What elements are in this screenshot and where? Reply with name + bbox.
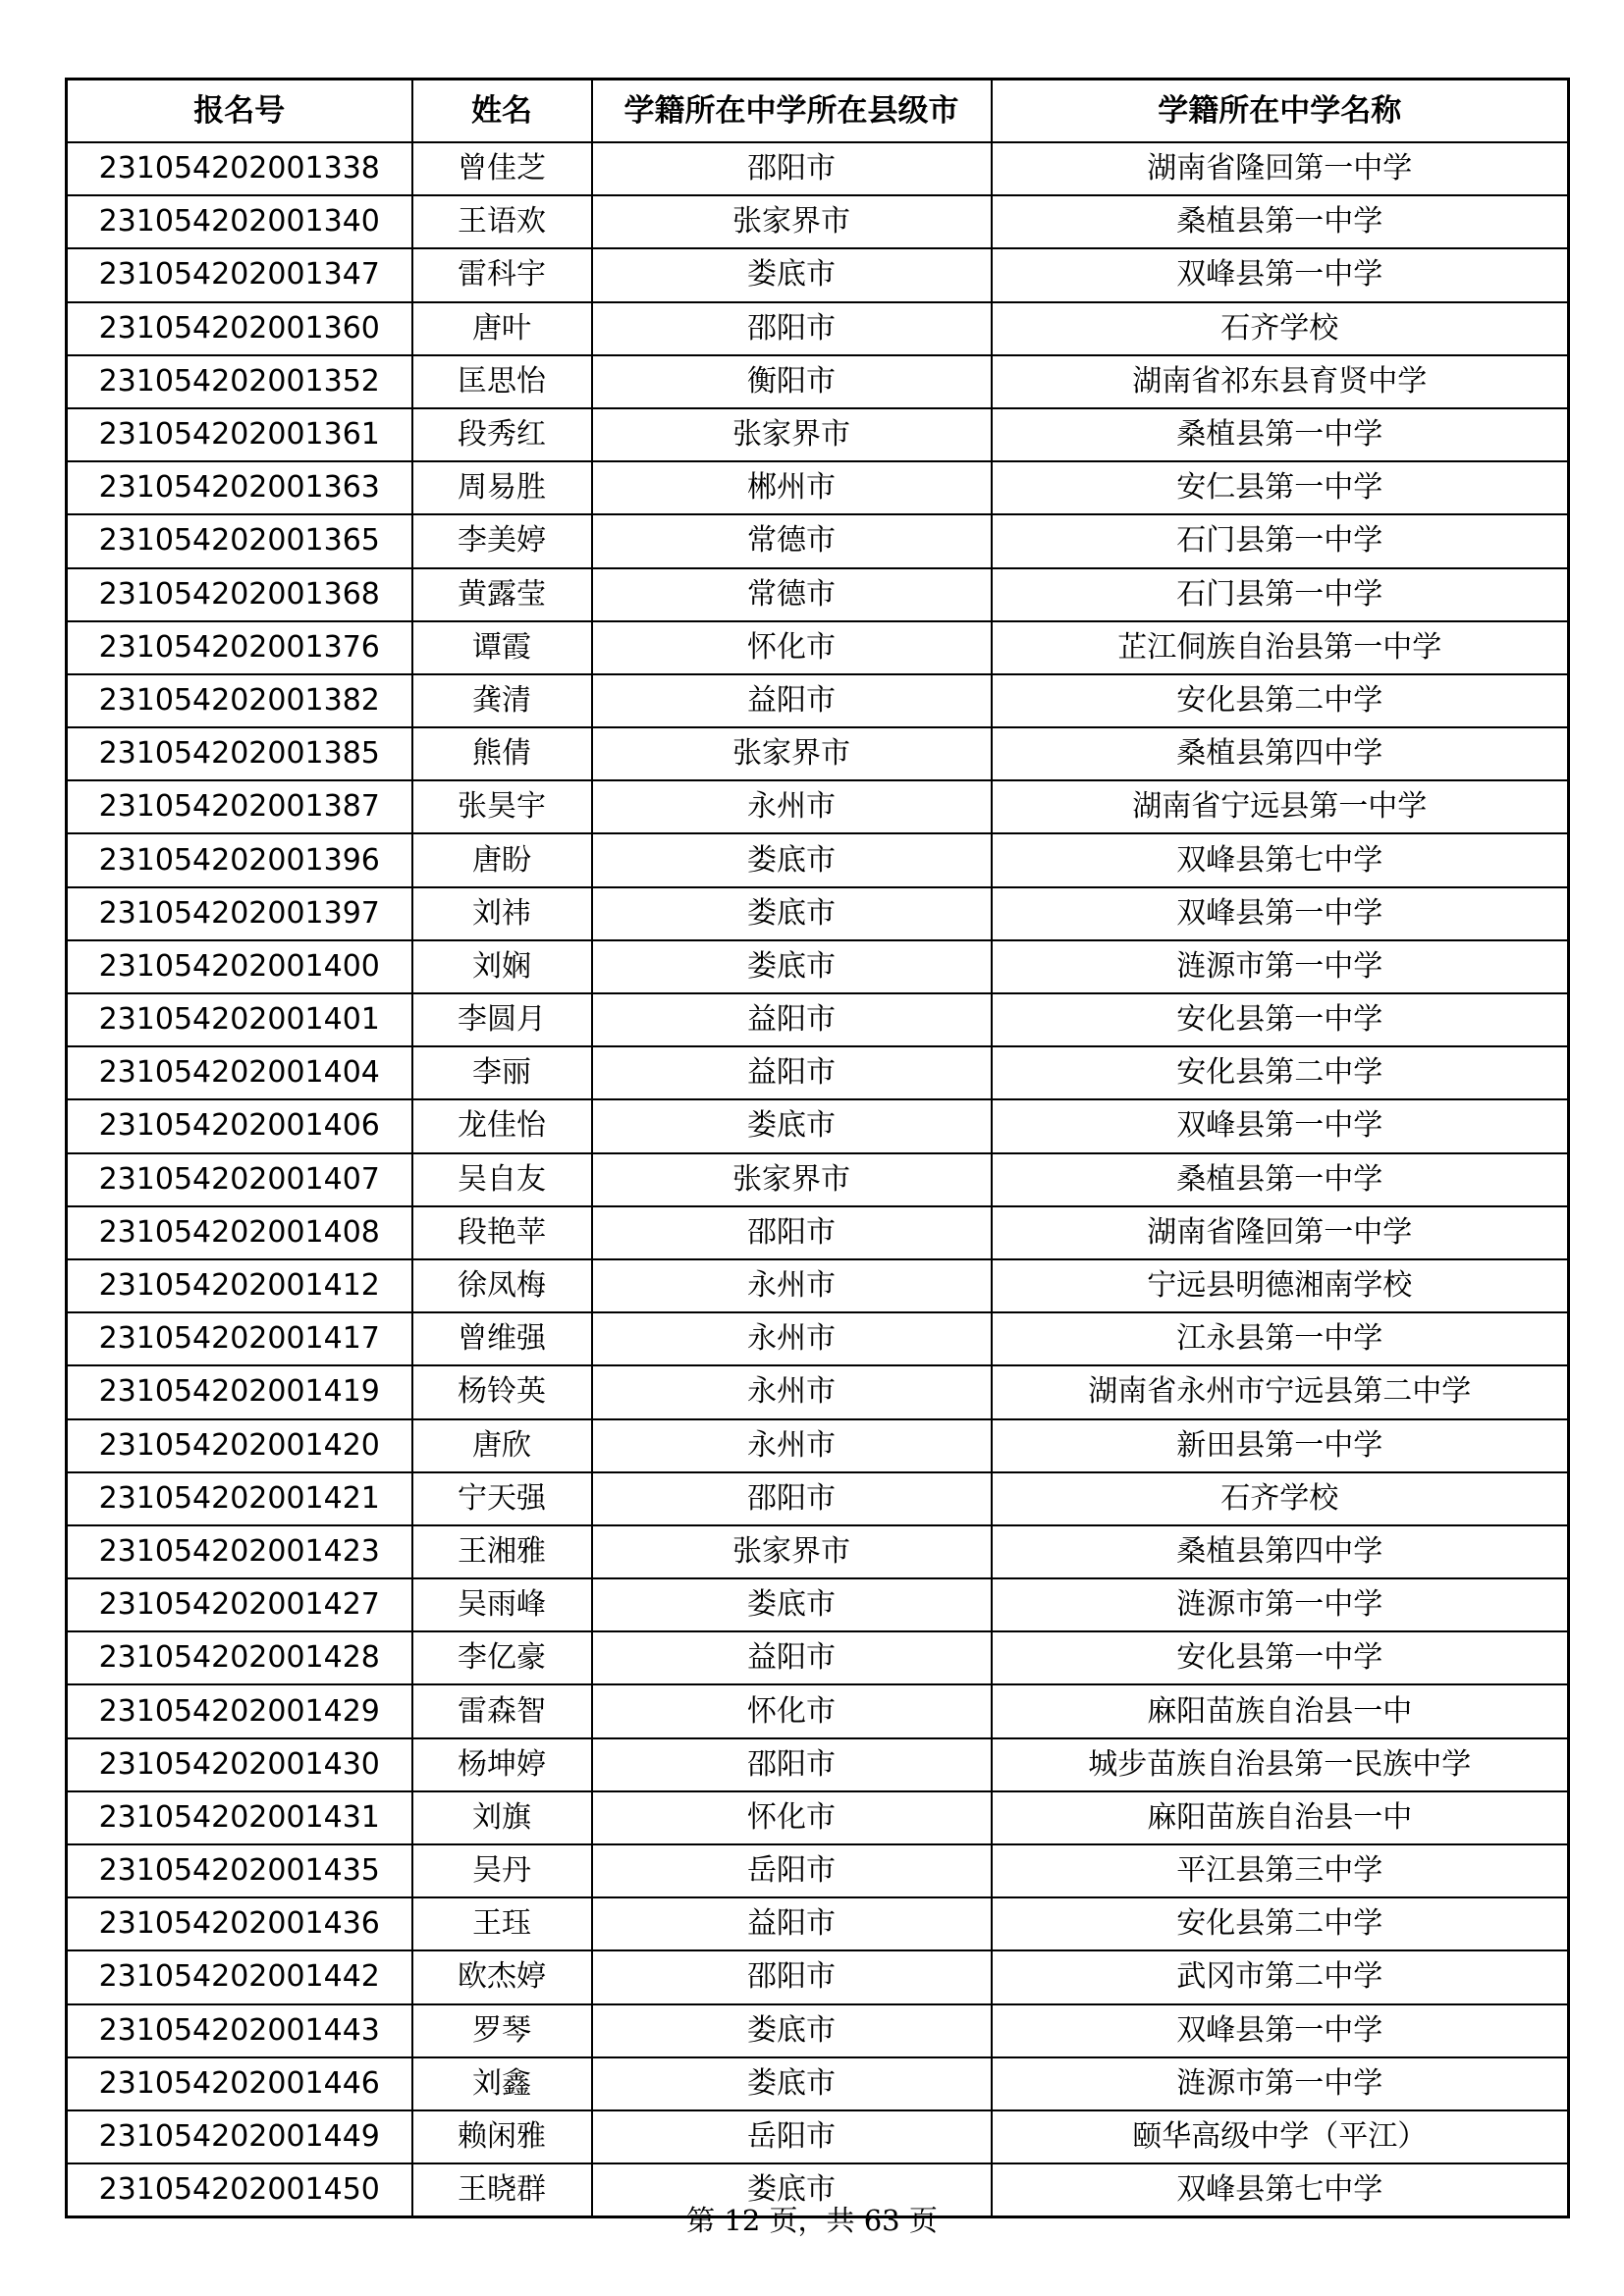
county-city-cell: 永州市 — [592, 1419, 992, 1472]
results-table — [65, 78, 1570, 2218]
name-cell: 杨铃英 — [412, 1365, 592, 1418]
school-name-cell: 双峰县第一中学 — [992, 887, 1569, 940]
school-name-cell: 安化县第二中学 — [992, 1046, 1569, 1099]
school-name-cell: 双峰县第七中学 — [992, 2163, 1569, 2217]
table-row — [67, 887, 1569, 940]
county-city-cell: 邵阳市 — [592, 302, 992, 355]
table-row — [67, 408, 1569, 461]
county-city-cell: 永州市 — [592, 780, 992, 833]
registration-number-cell: 231054202001400 — [67, 940, 412, 993]
registration-number-cell: 231054202001385 — [67, 727, 412, 780]
school-name-cell: 石齐学校 — [992, 302, 1569, 355]
name-cell: 罗琴 — [412, 2004, 592, 2057]
name-cell: 龚清 — [412, 674, 592, 727]
school-name-cell: 湖南省宁远县第一中学 — [992, 780, 1569, 833]
county-city-cell: 娄底市 — [592, 887, 992, 940]
registration-number-cell: 231054202001412 — [67, 1259, 412, 1312]
county-city-cell: 益阳市 — [592, 1897, 992, 1950]
name-cell: 雷森智 — [412, 1684, 592, 1737]
registration-number-cell: 231054202001352 — [67, 355, 412, 408]
county-city-cell: 邵阳市 — [592, 142, 992, 195]
table-row — [67, 2004, 1569, 2057]
county-city-cell: 永州市 — [592, 1365, 992, 1418]
name-cell: 谭霞 — [412, 621, 592, 674]
table-row — [67, 461, 1569, 514]
table-row — [67, 727, 1569, 780]
name-cell: 吴丹 — [412, 1844, 592, 1897]
county-city-cell: 邵阳市 — [592, 1950, 992, 2003]
registration-number-cell: 231054202001361 — [67, 408, 412, 461]
school-name-cell: 武冈市第二中学 — [992, 1950, 1569, 2003]
name-cell: 李亿豪 — [412, 1631, 592, 1684]
school-name-cell: 石齐学校 — [992, 1472, 1569, 1525]
registration-number-cell: 231054202001443 — [67, 2004, 412, 2057]
name-cell: 熊倩 — [412, 727, 592, 780]
table-row — [67, 1578, 1569, 1631]
school-name-cell: 江永县第一中学 — [992, 1312, 1569, 1365]
table-header-row — [67, 80, 1569, 143]
registration-number-cell: 231054202001436 — [67, 1897, 412, 1950]
registration-number-cell: 231054202001396 — [67, 833, 412, 886]
county-city-cell: 娄底市 — [592, 248, 992, 301]
table-row — [67, 248, 1569, 301]
table-row — [67, 833, 1569, 886]
registration-number-cell: 231054202001397 — [67, 887, 412, 940]
table-row — [67, 674, 1569, 727]
registration-number-cell: 231054202001365 — [67, 514, 412, 567]
name-cell: 徐凤梅 — [412, 1259, 592, 1312]
county-city-cell: 张家界市 — [592, 408, 992, 461]
school-name-cell: 麻阳苗族自治县一中 — [992, 1684, 1569, 1737]
school-name-cell: 石门县第一中学 — [992, 568, 1569, 621]
table-row — [67, 1631, 1569, 1684]
table-row — [67, 1419, 1569, 1472]
table-row — [67, 1206, 1569, 1259]
registration-number-cell: 231054202001360 — [67, 302, 412, 355]
county-city-cell: 张家界市 — [592, 1153, 992, 1206]
table-row — [67, 1684, 1569, 1737]
registration-number-cell: 231054202001338 — [67, 142, 412, 195]
name-cell: 段艳苹 — [412, 1206, 592, 1259]
registration-number-cell: 231054202001382 — [67, 674, 412, 727]
county-city-cell: 益阳市 — [592, 993, 992, 1046]
school-name-cell: 双峰县第一中学 — [992, 1099, 1569, 1152]
county-city-cell: 岳阳市 — [592, 2110, 992, 2163]
name-cell: 匡思怡 — [412, 355, 592, 408]
table-row — [67, 993, 1569, 1046]
table-row — [67, 355, 1569, 408]
name-cell: 欧杰婷 — [412, 1950, 592, 2003]
registration-number-cell: 231054202001368 — [67, 568, 412, 621]
table-row — [67, 1365, 1569, 1418]
county-city-cell: 永州市 — [592, 1312, 992, 1365]
table-row — [67, 1950, 1569, 2003]
school-name-cell: 湖南省永州市宁远县第二中学 — [992, 1365, 1569, 1418]
name-cell: 唐盼 — [412, 833, 592, 886]
school-name-cell: 安化县第一中学 — [992, 993, 1569, 1046]
registration-number-cell: 231054202001428 — [67, 1631, 412, 1684]
registration-number-cell: 231054202001429 — [67, 1684, 412, 1737]
school-name-cell: 湖南省隆回第一中学 — [992, 142, 1569, 195]
table-body — [67, 142, 1569, 2217]
table-row — [67, 195, 1569, 248]
county-city-cell: 郴州市 — [592, 461, 992, 514]
name-cell: 段秀红 — [412, 408, 592, 461]
county-city-cell: 岳阳市 — [592, 1844, 992, 1897]
registration-number-cell: 231054202001417 — [67, 1312, 412, 1365]
registration-number-cell: 231054202001435 — [67, 1844, 412, 1897]
table-row — [67, 568, 1569, 621]
name-cell: 杨坤婷 — [412, 1738, 592, 1791]
county-city-cell: 永州市 — [592, 1259, 992, 1312]
table-row — [67, 1099, 1569, 1152]
table-row — [67, 1738, 1569, 1791]
county-city-cell: 怀化市 — [592, 1791, 992, 1844]
school-name-cell: 涟源市第一中学 — [992, 940, 1569, 993]
school-name-cell: 双峰县第一中学 — [992, 248, 1569, 301]
registration-number-cell: 231054202001450 — [67, 2163, 412, 2217]
table-row — [67, 302, 1569, 355]
table-row — [67, 2057, 1569, 2110]
name-cell: 王语欢 — [412, 195, 592, 248]
school-name-cell: 桑植县第一中学 — [992, 1153, 1569, 1206]
name-cell: 曾佳芝 — [412, 142, 592, 195]
registration-number-cell: 231054202001387 — [67, 780, 412, 833]
school-name-cell: 宁远县明德湘南学校 — [992, 1259, 1569, 1312]
registration-number-cell: 231054202001449 — [67, 2110, 412, 2163]
county-city-cell: 邵阳市 — [592, 1472, 992, 1525]
registration-number-cell: 231054202001420 — [67, 1419, 412, 1472]
county-city-cell: 邵阳市 — [592, 1738, 992, 1791]
header-registration-number: 报名号 — [67, 80, 412, 143]
county-city-cell: 娄底市 — [592, 833, 992, 886]
name-cell: 李丽 — [412, 1046, 592, 1099]
county-city-cell: 怀化市 — [592, 1684, 992, 1737]
table-row — [67, 940, 1569, 993]
table-row — [67, 2110, 1569, 2163]
registration-number-cell: 231054202001427 — [67, 1578, 412, 1631]
name-cell: 张昊宇 — [412, 780, 592, 833]
county-city-cell: 益阳市 — [592, 1631, 992, 1684]
school-name-cell: 安化县第二中学 — [992, 674, 1569, 727]
school-name-cell: 新田县第一中学 — [992, 1419, 1569, 1472]
table-row — [67, 780, 1569, 833]
name-cell: 宁天强 — [412, 1472, 592, 1525]
school-name-cell: 桑植县第一中学 — [992, 408, 1569, 461]
registration-number-cell: 231054202001406 — [67, 1099, 412, 1152]
name-cell: 赖闲雅 — [412, 2110, 592, 2163]
school-name-cell: 麻阳苗族自治县一中 — [992, 1791, 1569, 1844]
name-cell: 刘旗 — [412, 1791, 592, 1844]
name-cell: 李圆月 — [412, 993, 592, 1046]
school-name-cell: 安化县第一中学 — [992, 1631, 1569, 1684]
registration-number-cell: 231054202001404 — [67, 1046, 412, 1099]
name-cell: 吴自友 — [412, 1153, 592, 1206]
name-cell: 雷科宇 — [412, 248, 592, 301]
registration-number-cell: 231054202001423 — [67, 1525, 412, 1578]
school-name-cell: 桑植县第四中学 — [992, 1525, 1569, 1578]
county-city-cell: 张家界市 — [592, 1525, 992, 1578]
registration-number-cell: 231054202001421 — [67, 1472, 412, 1525]
table-row — [67, 142, 1569, 195]
table-row — [67, 1153, 1569, 1206]
registration-number-cell: 231054202001376 — [67, 621, 412, 674]
name-cell: 龙佳怡 — [412, 1099, 592, 1152]
county-city-cell: 张家界市 — [592, 727, 992, 780]
name-cell: 王晓群 — [412, 2163, 592, 2217]
name-cell: 刘娴 — [412, 940, 592, 993]
name-cell: 曾维强 — [412, 1312, 592, 1365]
school-name-cell: 平江县第三中学 — [992, 1844, 1569, 1897]
school-name-cell: 双峰县第一中学 — [992, 2004, 1569, 2057]
school-name-cell: 涟源市第一中学 — [992, 2057, 1569, 2110]
registration-number-cell: 231054202001401 — [67, 993, 412, 1046]
name-cell: 黄露莹 — [412, 568, 592, 621]
name-cell: 李美婷 — [412, 514, 592, 567]
name-cell: 吴雨峰 — [412, 1578, 592, 1631]
school-name-cell: 双峰县第七中学 — [992, 833, 1569, 886]
county-city-cell: 娄底市 — [592, 1099, 992, 1152]
county-city-cell: 衡阳市 — [592, 355, 992, 408]
table-row — [67, 1472, 1569, 1525]
header-county-city: 学籍所在中学所在县级市 — [592, 80, 992, 143]
school-name-cell: 芷江侗族自治县第一中学 — [992, 621, 1569, 674]
table-row — [67, 1897, 1569, 1950]
name-cell: 唐叶 — [412, 302, 592, 355]
county-city-cell: 娄底市 — [592, 1578, 992, 1631]
table-row — [67, 1844, 1569, 1897]
school-name-cell: 桑植县第一中学 — [992, 195, 1569, 248]
registration-number-cell: 231054202001442 — [67, 1950, 412, 2003]
header-name: 姓名 — [412, 80, 592, 143]
registration-number-cell: 231054202001431 — [67, 1791, 412, 1844]
county-city-cell: 怀化市 — [592, 621, 992, 674]
registration-number-cell: 231054202001407 — [67, 1153, 412, 1206]
school-name-cell: 湖南省隆回第一中学 — [992, 1206, 1569, 1259]
school-name-cell: 湖南省祁东县育贤中学 — [992, 355, 1569, 408]
registration-number-cell: 231054202001408 — [67, 1206, 412, 1259]
county-city-cell: 邵阳市 — [592, 1206, 992, 1259]
name-cell: 王珏 — [412, 1897, 592, 1950]
school-name-cell: 安化县第二中学 — [992, 1897, 1569, 1950]
county-city-cell: 益阳市 — [592, 674, 992, 727]
name-cell: 唐欣 — [412, 1419, 592, 1472]
name-cell: 周易胜 — [412, 461, 592, 514]
county-city-cell: 张家界市 — [592, 195, 992, 248]
table-row — [67, 1259, 1569, 1312]
school-name-cell: 桑植县第四中学 — [992, 727, 1569, 780]
table-row — [67, 1525, 1569, 1578]
school-name-cell: 涟源市第一中学 — [992, 1578, 1569, 1631]
county-city-cell: 娄底市 — [592, 2163, 992, 2217]
county-city-cell: 娄底市 — [592, 2057, 992, 2110]
county-city-cell: 常德市 — [592, 514, 992, 567]
county-city-cell: 益阳市 — [592, 1046, 992, 1099]
school-name-cell: 城步苗族自治县第一民族中学 — [992, 1738, 1569, 1791]
table-row — [67, 621, 1569, 674]
table-row — [67, 1791, 1569, 1844]
school-name-cell: 石门县第一中学 — [992, 514, 1569, 567]
registration-number-cell: 231054202001446 — [67, 2057, 412, 2110]
table-row — [67, 514, 1569, 567]
registration-number-cell: 231054202001347 — [67, 248, 412, 301]
name-cell: 王湘雅 — [412, 1525, 592, 1578]
page-footer: 第 12 页，共 63 页 — [686, 2204, 938, 2237]
school-name-cell: 安仁县第一中学 — [992, 461, 1569, 514]
county-city-cell: 常德市 — [592, 568, 992, 621]
county-city-cell: 娄底市 — [592, 940, 992, 993]
table-row — [67, 1046, 1569, 1099]
name-cell: 刘鑫 — [412, 2057, 592, 2110]
registration-number-cell: 231054202001340 — [67, 195, 412, 248]
table-row — [67, 1312, 1569, 1365]
registration-number-cell: 231054202001363 — [67, 461, 412, 514]
county-city-cell: 娄底市 — [592, 2004, 992, 2057]
registration-number-cell: 231054202001419 — [67, 1365, 412, 1418]
name-cell: 刘祎 — [412, 887, 592, 940]
header-school-name: 学籍所在中学名称 — [992, 80, 1569, 143]
school-name-cell: 颐华高级中学（平江） — [992, 2110, 1569, 2163]
registration-number-cell: 231054202001430 — [67, 1738, 412, 1791]
